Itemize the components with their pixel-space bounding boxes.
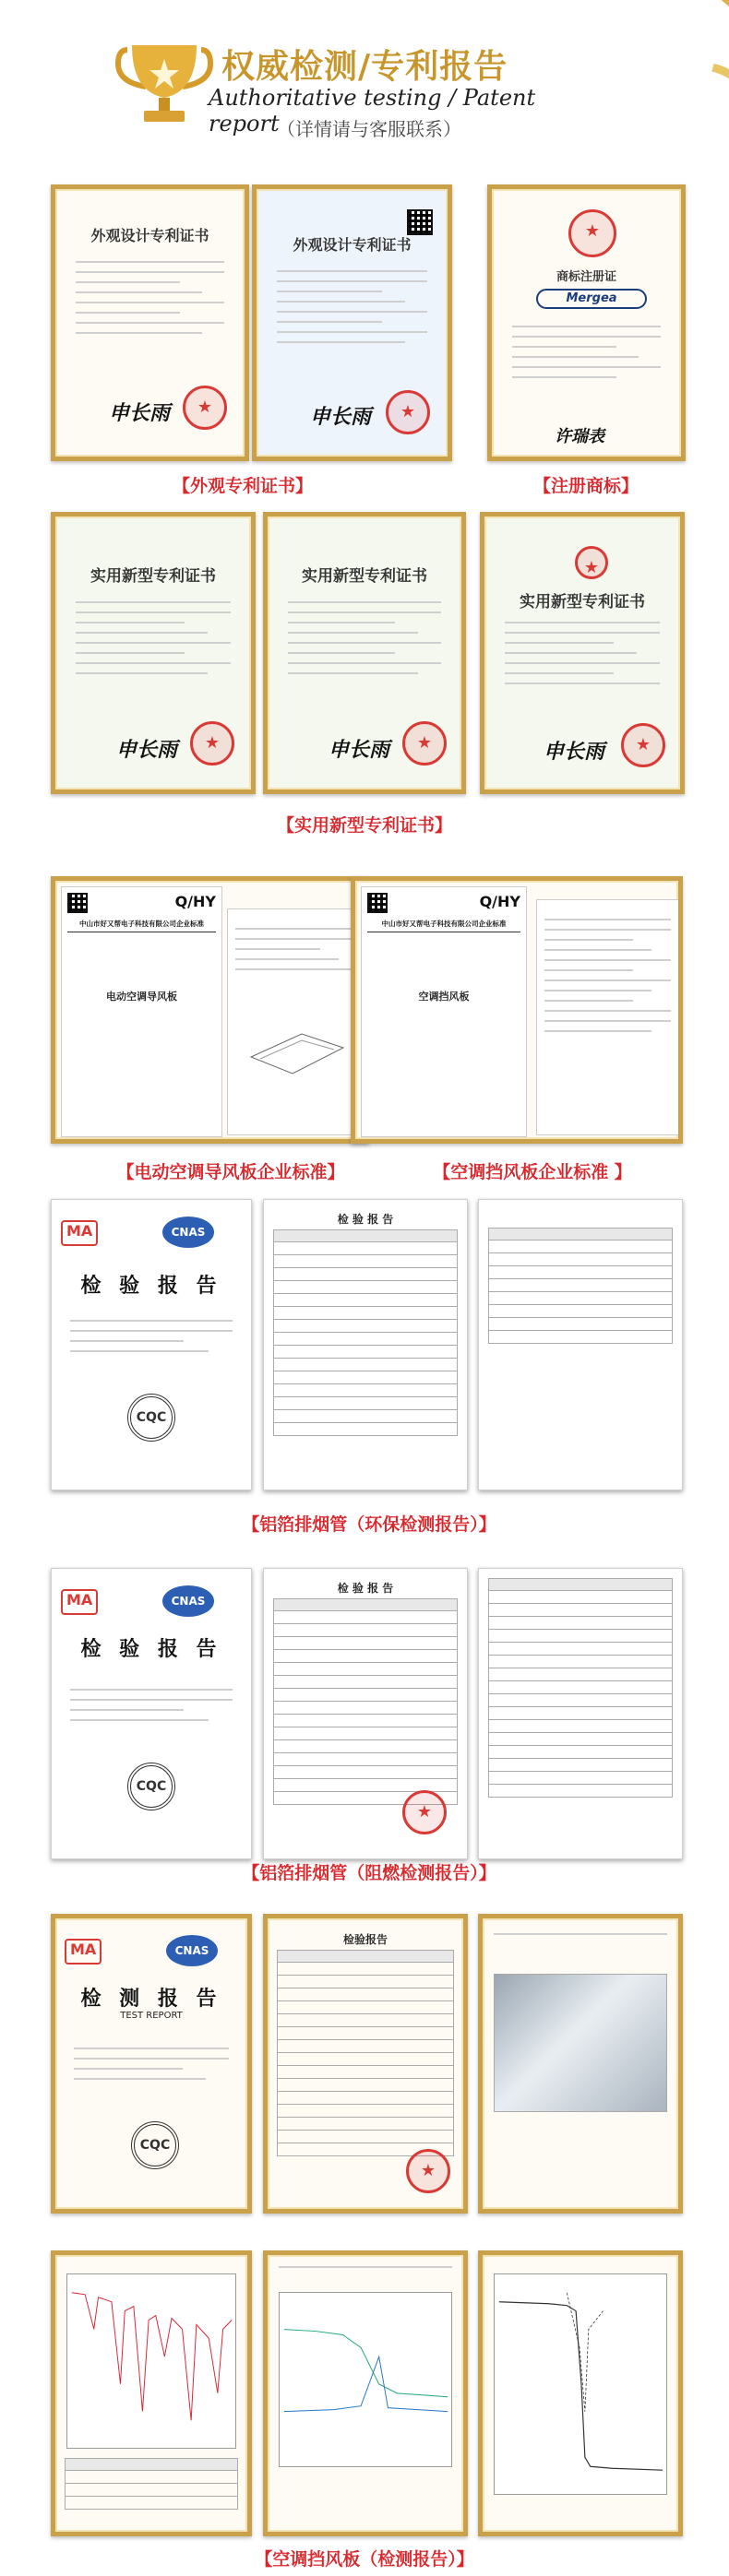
certificate-text — [76, 261, 224, 342]
certificate-text — [288, 601, 441, 683]
report-table — [277, 1950, 454, 2156]
report-results-table — [488, 1578, 673, 1798]
standard-guide-frame — [51, 876, 369, 1144]
design-patent-certificate-2 — [252, 184, 452, 461]
caption-trademark: 【注册商标】 — [532, 476, 639, 496]
photo-caption — [494, 1933, 667, 1943]
caption-standard-baffle: 【空调挡风板企业标准 】 — [433, 1162, 632, 1182]
report-results-table — [488, 1228, 673, 1344]
trademark-certificate — [487, 184, 686, 461]
ir-spectrum-graph — [66, 2273, 236, 2449]
tga-line — [280, 2293, 451, 2466]
caption-utility-patent: 【实用新型专利证书】 — [276, 815, 452, 836]
report-info — [74, 2048, 229, 2088]
utility-patent-certificate-2 — [263, 512, 466, 794]
gold-ribbon-left — [0, 0, 125, 152]
standard-page — [227, 908, 365, 1135]
env-report-results — [478, 1199, 683, 1490]
utility-patent-certificate-1 — [51, 512, 256, 794]
official-seal-icon — [386, 390, 430, 434]
signature: 申长雨 — [310, 405, 372, 429]
cqc-logo: CQC — [127, 1394, 175, 1442]
ma-logo: MA — [61, 1220, 98, 1246]
company-name: 中山市好又帮电子科技有限公司企业标准 — [79, 920, 204, 928]
standard-code: Q/HY — [174, 893, 216, 910]
report-info — [70, 1320, 233, 1360]
standard-code: Q/HY — [479, 893, 520, 910]
caption-report-env: 【铝箔排烟管（环保检测报告）】 — [242, 1514, 496, 1535]
fire-report-cover — [51, 1568, 252, 1859]
baffle-ir-spectrum — [51, 2250, 252, 2536]
standard-baffle-frame — [351, 876, 683, 1144]
baffle-report-photo — [478, 1914, 683, 2214]
ma-logo: MA — [65, 1939, 102, 1965]
report-table — [273, 1229, 458, 1436]
certificate-text — [505, 622, 660, 693]
national-emblem-icon — [568, 209, 616, 257]
official-seal-icon — [183, 386, 227, 430]
caption-standard-guide: 【电动空调导风板企业标准】 — [116, 1162, 345, 1182]
page-header — [0, 0, 729, 157]
certificate-text — [512, 326, 661, 386]
signature: 申长雨 — [116, 738, 178, 762]
brand-logo: Mergea — [536, 289, 647, 309]
report-table-title: 检验报告 — [342, 1933, 388, 1946]
baffle-report-table — [263, 1914, 468, 2214]
spectrum-table — [65, 2458, 238, 2510]
report-table-title: 检 验 报 告 — [337, 1582, 394, 1595]
standard-title: 空调挡风板 — [418, 991, 470, 1003]
tga-graph — [279, 2292, 452, 2467]
signature: 申长雨 — [109, 401, 171, 425]
baffle-dsc-graph — [478, 2250, 683, 2536]
dsc-graph — [494, 2273, 667, 2495]
page-title: 权威检测/专利报告 — [221, 48, 508, 86]
baffle-report-cover — [51, 1914, 252, 2214]
certificate-title: 外观设计专利证书 — [293, 236, 412, 254]
standard-cover — [361, 886, 527, 1137]
standard-cover — [61, 886, 222, 1137]
report-heading: 检 验 报 告 — [80, 1637, 222, 1661]
utility-patent-certificate-3 — [480, 512, 685, 794]
caption-report-baffle: 【空调挡风板（检测报告）】 — [255, 2549, 474, 2570]
dsc-line — [495, 2274, 666, 2494]
fire-report-table — [263, 1568, 468, 1859]
cnas-logo: CNAS — [162, 1217, 214, 1248]
certificate-title: 实用新型专利证书 — [302, 567, 427, 586]
spectrum-line — [67, 2274, 235, 2448]
certificate-title: 商标注册证 — [556, 270, 616, 284]
design-patent-certificate-1 — [51, 184, 249, 461]
env-report-cover — [51, 1199, 252, 1490]
standard-text — [235, 928, 357, 979]
sample-photo — [494, 1974, 667, 2112]
technical-drawing — [246, 1020, 348, 1085]
company-name: 中山市好又帮电子科技有限公司企业标准 — [381, 920, 507, 928]
cnas-logo: CNAS — [166, 1935, 218, 1966]
graph-header — [279, 2266, 452, 2276]
ma-logo: MA — [61, 1589, 98, 1615]
accreditation-logos — [65, 1931, 238, 1968]
report-seal-icon — [406, 2149, 450, 2193]
standard-page — [536, 899, 679, 1135]
certificate-title: 实用新型专利证书 — [90, 567, 216, 586]
qr-code-icon — [367, 893, 388, 913]
signature: 申长雨 — [544, 740, 605, 764]
standard-text — [544, 919, 671, 1040]
cqc-logo: CQC — [131, 2121, 179, 2169]
qr-code-icon — [67, 893, 88, 913]
certificate-text — [277, 270, 427, 351]
certificate-title: 外观设计专利证书 — [90, 227, 209, 244]
report-table-title: 检 验 报 告 — [337, 1213, 394, 1226]
caption-report-fire: 【铝箔排烟管（阻燃检测报告）】 — [242, 1863, 496, 1883]
report-table — [273, 1598, 458, 1805]
fire-report-results — [478, 1568, 683, 1859]
qr-code-icon — [407, 209, 433, 235]
report-heading: 检 验 报 告 — [80, 1274, 222, 1298]
official-seal-icon — [402, 721, 447, 766]
page-note: （详情请与客服联系） — [277, 118, 461, 140]
standard-title: 电动空调导风板 — [106, 991, 177, 1003]
certificate-title: 实用新型专利证书 — [520, 593, 645, 611]
baffle-tga-graph — [263, 2250, 468, 2536]
cnas-logo: CNAS — [162, 1585, 214, 1617]
report-info — [70, 1689, 233, 1729]
certificate-text — [76, 601, 231, 683]
cqc-logo: CQC — [127, 1763, 175, 1810]
national-emblem-icon — [575, 546, 608, 579]
report-heading: 检 测 报 告 — [80, 1987, 222, 2011]
report-heading-en: TEST REPORT — [120, 2011, 183, 2021]
accreditation-logos — [61, 1582, 242, 1619]
official-seal-icon — [190, 721, 234, 766]
official-seal-icon — [621, 723, 665, 767]
caption-design-patent: 【外观专利证书】 — [172, 476, 313, 496]
trophy-icon — [109, 41, 220, 133]
report-seal-icon — [402, 1790, 447, 1834]
accreditation-logos — [61, 1213, 242, 1250]
page-subtitle: Authoritative testing / Patent report — [209, 85, 536, 137]
signature: 许瑞表 — [555, 427, 604, 446]
signature: 申长雨 — [329, 738, 390, 762]
env-report-table — [263, 1199, 468, 1490]
